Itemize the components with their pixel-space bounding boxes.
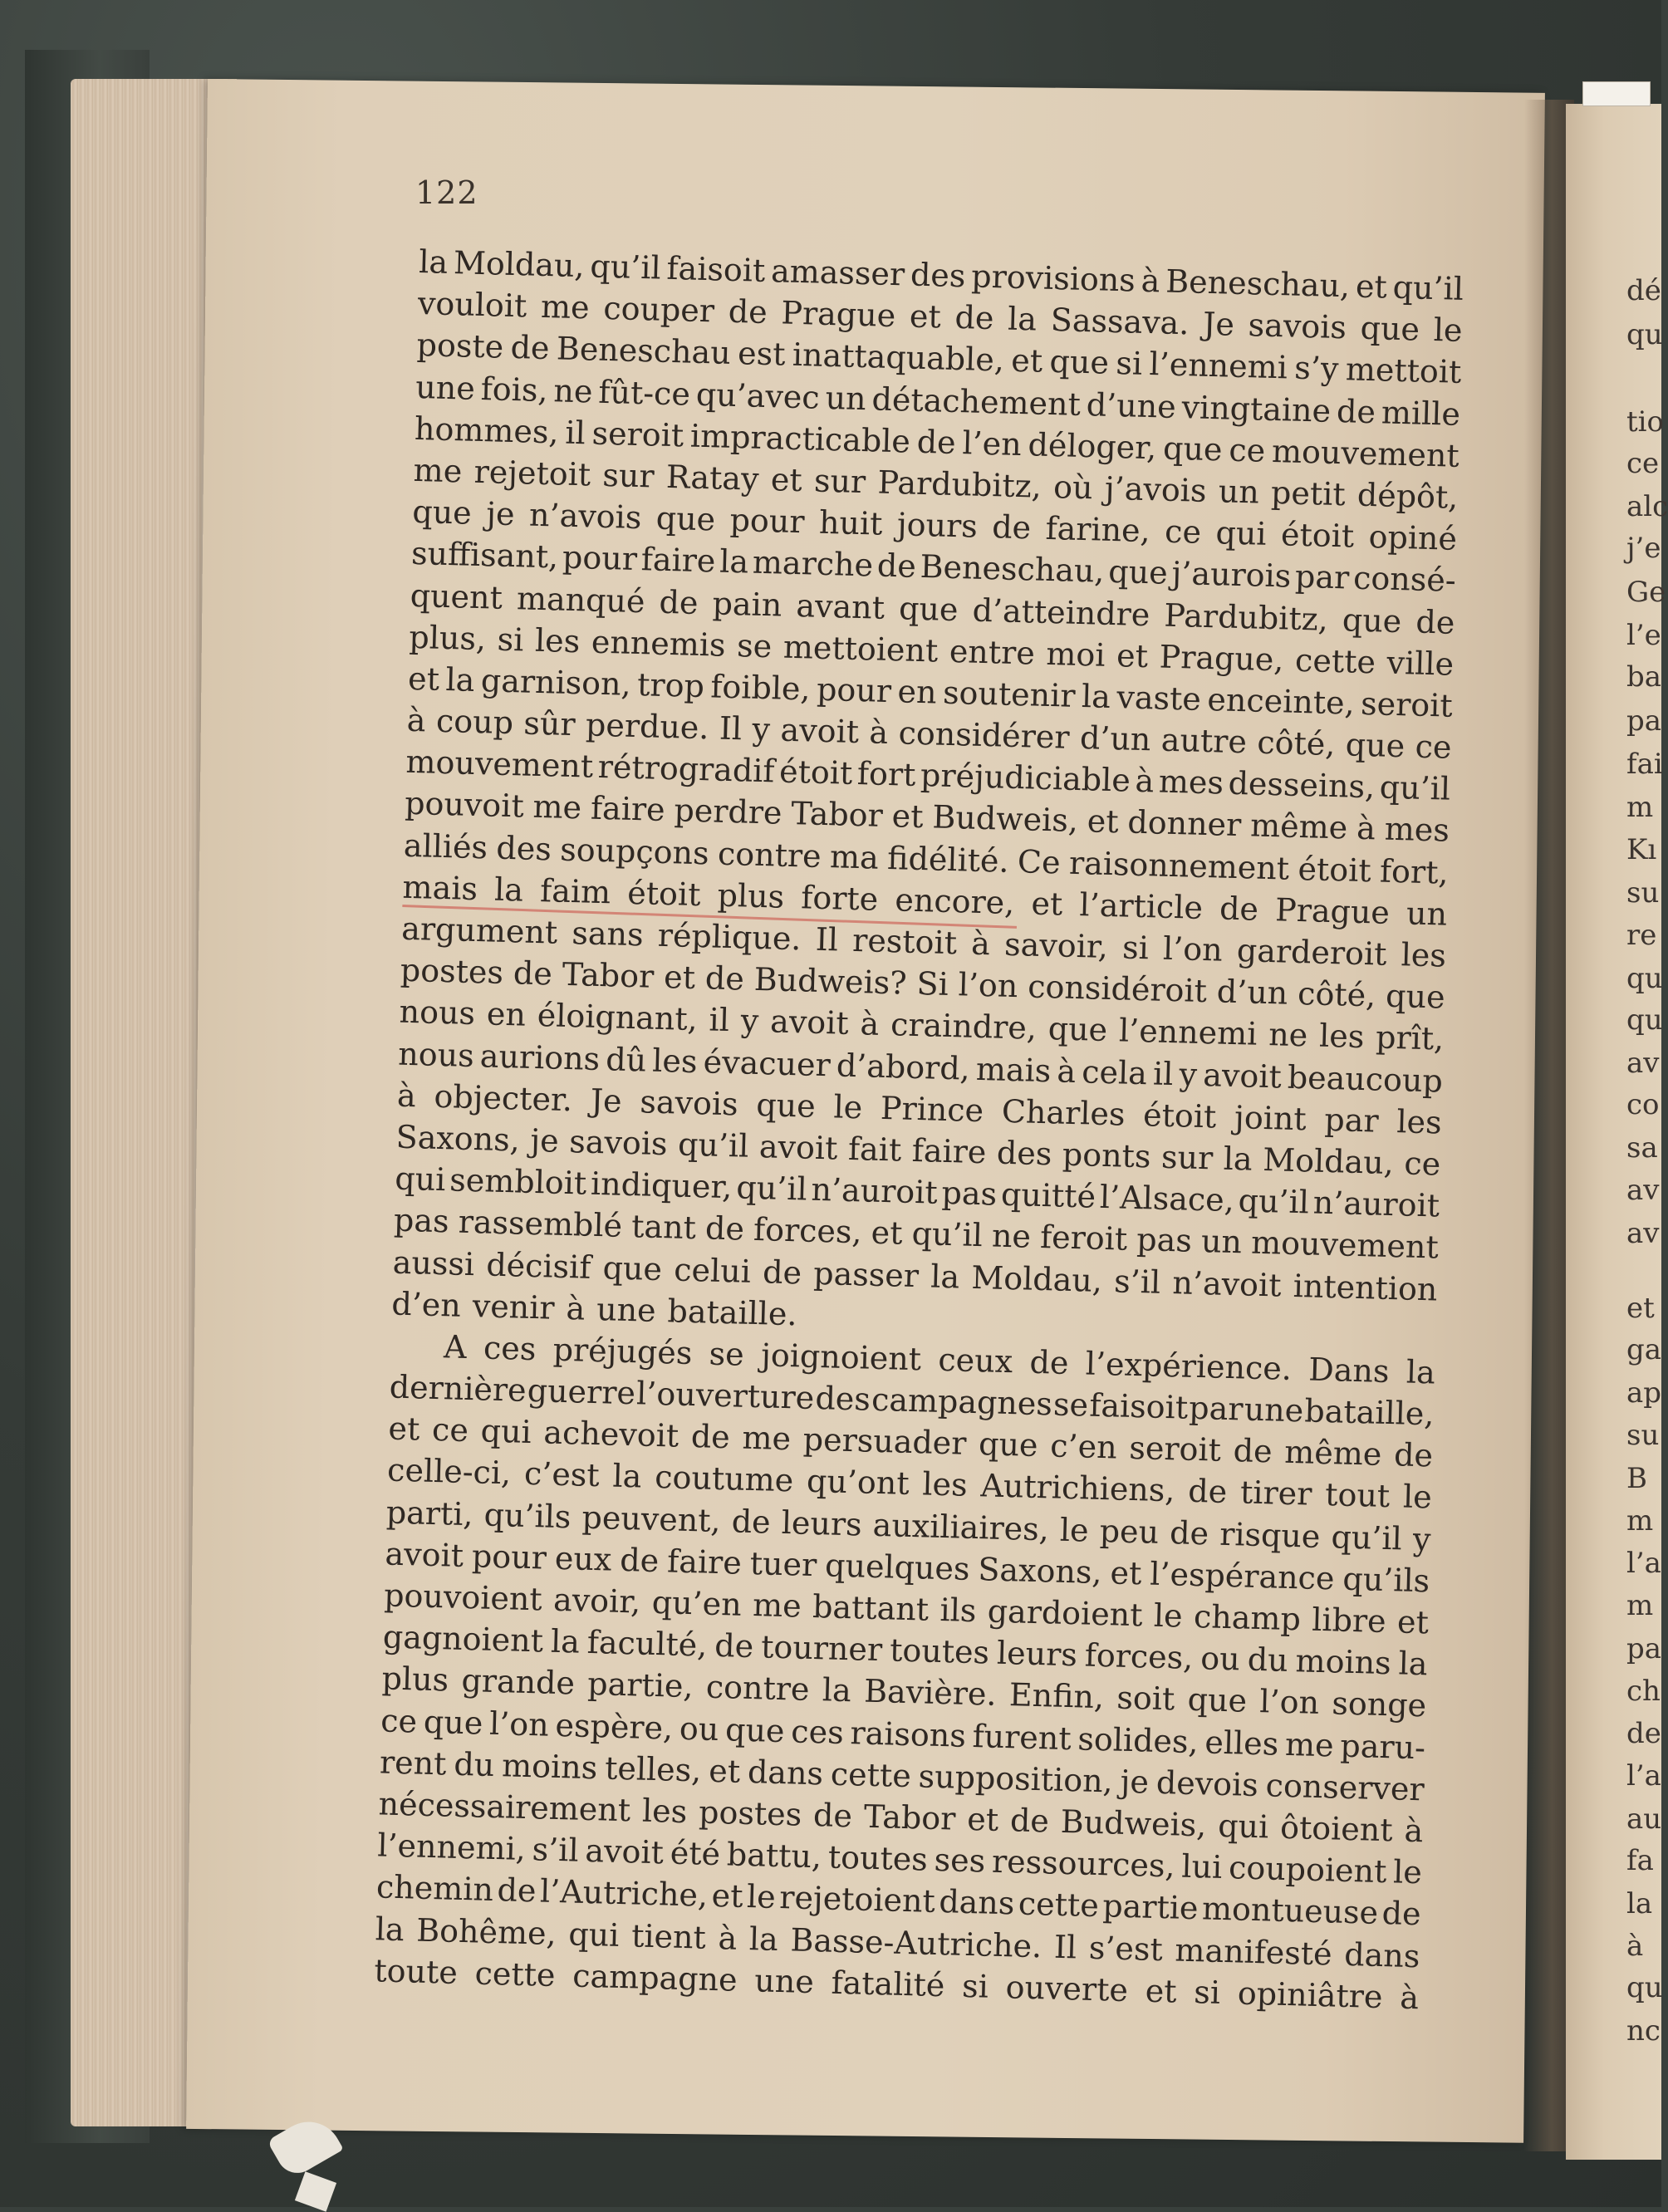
text-line: plus, si les ennemis se mettoient entre moi et Prague, cette ville bbox=[408, 618, 1455, 683]
text-line: à coup sûr perdue. Il y avoit à considérer d’un autre côté, que ce bbox=[406, 701, 1453, 766]
facing-page-line: su bbox=[1626, 876, 1660, 910]
facing-page-line: l’e bbox=[1626, 619, 1661, 652]
text-line: dernière guerre l’ouverture des campagnes se faisoit par une bataille, bbox=[389, 1368, 1435, 1433]
text-line: nous aurions dû les évacuer d’abord, mais à cela il y avoit beaucoup bbox=[397, 1035, 1444, 1100]
text-line: pouvoit me faire perdre Tabor et Budweis, et donner même à mes bbox=[404, 785, 1450, 850]
text-line: ce que l’on espère, ou que ces raisons furent solides, elles me paru- bbox=[380, 1701, 1426, 1766]
text-line: postes de Tabor et de Budweis? Si l’on considéroit d’un côté, que bbox=[400, 951, 1446, 1016]
text-line: chemin de l’Autriche, et le rejetoient dans cette partie montueuse de bbox=[375, 1868, 1422, 1933]
facing-page-line: Kı bbox=[1626, 833, 1657, 866]
facing-page-line: nc bbox=[1626, 2014, 1661, 2048]
text-line: mouvement rétrogradif étoit fort préjudiciable à mes desseins, qu’il bbox=[405, 743, 1451, 807]
text-line: et la garnison, trop foible, pour en soutenir la vaste enceinte, seroit bbox=[407, 660, 1454, 724]
text-line: me rejetoit sur Ratay et sur Pardubitz, où j’avois un petit dépôt, bbox=[413, 451, 1459, 516]
page-number: 122 bbox=[415, 174, 478, 211]
facing-page-line: au bbox=[1626, 1802, 1662, 1836]
facing-page-line: re bbox=[1626, 919, 1657, 952]
text-line: suffisant, pour faire la marche de Beneschau, que j’aurois par consé- bbox=[410, 535, 1457, 600]
facing-page-line: ba bbox=[1626, 660, 1662, 694]
facing-page-line: ga bbox=[1626, 1333, 1662, 1366]
text-line: à objecter. Je savois que le Prince Charles étoit joint par les bbox=[396, 1077, 1443, 1141]
text-line: qui sembloit indiquer, qu’il n’auroit pas quitté l’Alsace, qu’il n’auroit bbox=[394, 1160, 1440, 1224]
text-line: Saxons, je savois qu’il avoit fait faire des ponts sur la Moldau, ce bbox=[395, 1118, 1441, 1183]
facing-page-line: m bbox=[1626, 791, 1654, 824]
text-line: mais la faim étoit plus forte encore, et l’article de Prague un bbox=[402, 868, 1448, 933]
text-line: quent manqué de pain avant que d’atteindre Pardubitz, que de bbox=[410, 576, 1455, 641]
facing-page-line: et bbox=[1626, 1292, 1655, 1325]
facing-page-line: j’e bbox=[1626, 532, 1661, 565]
text-line: alliés des soupçons contre ma fidélité. Ce raisonnement étoit fort, bbox=[403, 826, 1450, 891]
text-line: hommes, il seroit impracticable de l’en déloger, que ce mouvement bbox=[414, 410, 1460, 474]
text-line: vouloit me couper de Prague et de la Sassava. Je savois que le bbox=[417, 285, 1464, 350]
text-line: d’en venir à une bataille. bbox=[390, 1285, 798, 1333]
facing-page-line: pa bbox=[1626, 704, 1662, 738]
text-line: et ce qui achevoit de me persuader que c’en seroit de même de bbox=[387, 1410, 1434, 1474]
text-line: argument sans réplique. Il restoit à savoir, si l’on garderoit les bbox=[400, 910, 1447, 974]
facing-page-line: qu bbox=[1626, 962, 1663, 995]
facing-page-line: fa bbox=[1626, 1844, 1654, 1877]
text-line: la Bohême, qui tient à la Basse-Autriche. Il s’est manifesté dans bbox=[375, 1910, 1420, 1974]
facing-page-line: de bbox=[1626, 1717, 1661, 1750]
facing-page-line: B bbox=[1626, 1462, 1647, 1495]
text-line: gagnoient la faculté, de tourner toutes leurs forces, ou du moins la bbox=[382, 1618, 1429, 1683]
text-line: nous en éloignant, il y avoit à craindre, que l’ennemi ne les prît, bbox=[399, 993, 1445, 1057]
text-line: poste de Beneschau est inattaquable, et que si l’ennemi s’y mettoit bbox=[416, 326, 1462, 391]
facing-page-line: ap bbox=[1626, 1376, 1662, 1410]
text-line: rent du moins telles, et dans cette supposition, je devois conserver bbox=[379, 1744, 1425, 1808]
facing-page-line: m bbox=[1626, 1504, 1654, 1538]
facing-page-line: av bbox=[1626, 1174, 1660, 1207]
text-line: nécessairement les postes de Tabor et de Budweis, qui ôtoient à bbox=[378, 1785, 1424, 1850]
text-line: que je n’avois que pour huit jours de farine, ce qui étoit opiné bbox=[411, 493, 1458, 557]
facing-page-line: qu bbox=[1626, 1971, 1663, 2004]
page-marker-tab bbox=[1582, 81, 1651, 106]
text-line: parti, qu’ils peuvent, de leurs auxiliaires, le peu de risque qu’il y bbox=[385, 1493, 1431, 1558]
text-line: pouvoient avoir, qu’en me battant ils gardoient le champ libre et bbox=[383, 1577, 1430, 1641]
text-line: plus grande partie, contre la Bavière. Enfin, soit que l’on songe bbox=[381, 1660, 1427, 1724]
facing-page-line: su bbox=[1626, 1419, 1660, 1452]
facing-page-line: ce bbox=[1626, 447, 1660, 480]
facing-page-line: tio bbox=[1626, 405, 1665, 439]
facing-page-line: av bbox=[1626, 1217, 1660, 1250]
facing-page-line: la bbox=[1626, 1887, 1653, 1920]
text-line: une fois, ne fût-ce qu’avec un détachement d’une vingtaine de mille bbox=[415, 368, 1461, 433]
facing-page-line: ch bbox=[1626, 1675, 1661, 1708]
facing-page-line: sa bbox=[1626, 1131, 1658, 1165]
facing-page-line: qu bbox=[1626, 318, 1663, 351]
facing-page-line: m bbox=[1626, 1589, 1654, 1622]
page-text bbox=[374, 241, 1464, 2018]
facing-page-line: l’a bbox=[1626, 1759, 1661, 1793]
facing-page-line: qu bbox=[1626, 1003, 1663, 1037]
facing-page-line: av bbox=[1626, 1047, 1660, 1080]
text-line: toute cette campagne une fatalité si ouverte et si opiniâtre à bbox=[373, 1951, 1420, 2016]
facing-page-line: l’a bbox=[1626, 1547, 1661, 1580]
text-line: A ces préjugés se joignoient ceux de l’expérience. Dans la bbox=[443, 1328, 1436, 1391]
text-line: pas rassemblé tant de forces, et qu’il ne feroit pas un mouvement bbox=[393, 1201, 1440, 1266]
facing-page-line: dé bbox=[1626, 274, 1661, 307]
text-line: la Moldau, qu’il faisoit amasser des provisions à Beneschau, et qu’il bbox=[418, 243, 1464, 307]
facing-page-line: co bbox=[1626, 1088, 1660, 1121]
facing-page-line: pa bbox=[1626, 1632, 1662, 1665]
facing-page-line: Ge bbox=[1626, 576, 1666, 609]
text-line: aussi décisif que celui de passer la Moldau, s’il n’avoit intention bbox=[392, 1243, 1438, 1308]
text-line: avoit pour eux de faire tuer quelques Saxons, et l’espérance qu’ils bbox=[385, 1535, 1430, 1600]
facing-page-line: à bbox=[1626, 1930, 1644, 1963]
facing-page-line: alc bbox=[1626, 490, 1668, 523]
text-line: l’ennemi, s’il avoit été battu, toutes ses ressources, lui coupoient le bbox=[376, 1827, 1423, 1891]
facing-page-line: fai bbox=[1626, 748, 1663, 781]
text-line: celle-ci, c’est la coutume qu’ont les Autrichiens, de tirer tout le bbox=[386, 1451, 1433, 1516]
